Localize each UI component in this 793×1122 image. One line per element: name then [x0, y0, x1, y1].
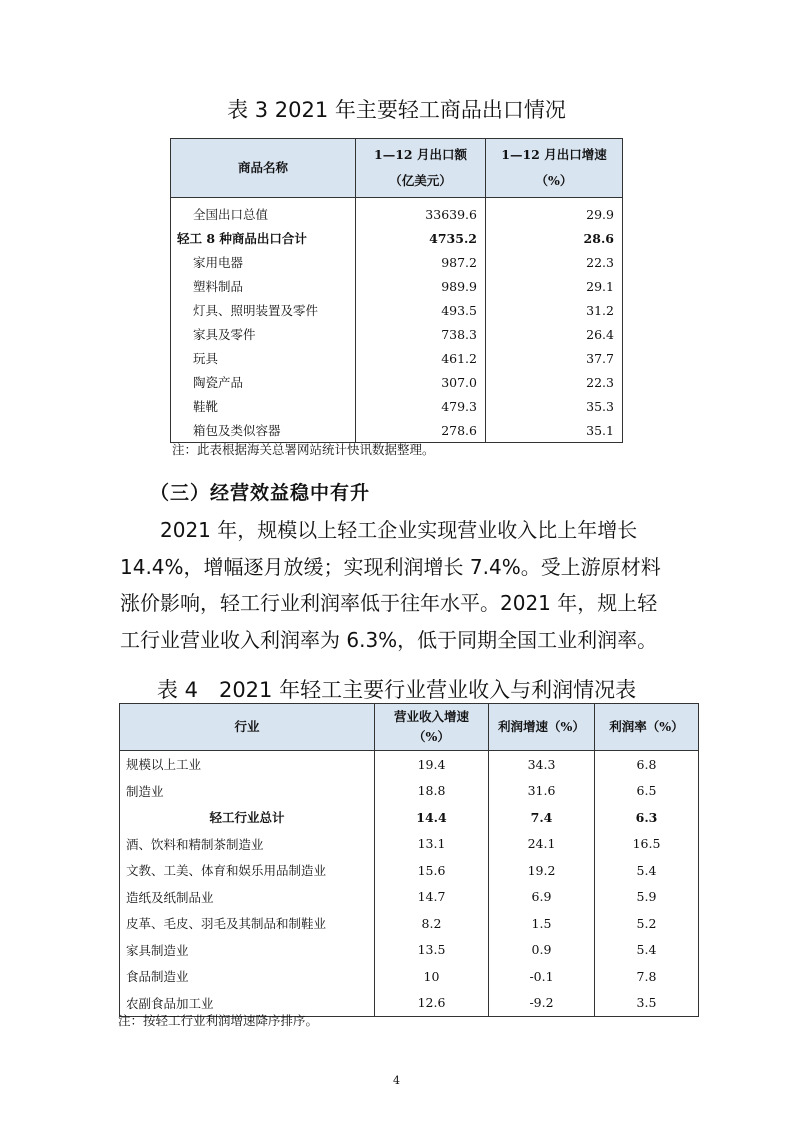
row-name: 酒、饮料和精制茶制造业	[120, 831, 375, 858]
row-rate: 6.8	[595, 751, 699, 778]
row-name: 塑料制品	[171, 274, 356, 298]
row-rate: 3.5	[595, 990, 699, 1017]
table4-header-profit-rate: 利润率（%）	[595, 704, 699, 751]
table-row	[120, 910, 699, 937]
row-revenue: 14.7	[375, 884, 489, 911]
paragraph-line: 涨价影响，轻工行业利润率低于往年水平。2021 年，规上轻	[120, 591, 658, 615]
table4-header-profit-growth: 利润增速（%）	[489, 704, 595, 751]
table3-title: 表 3 2021 年主要轻工商品出口情况	[227, 98, 566, 122]
row-name: 规模以上工业	[120, 751, 375, 778]
row-name: 家用电器	[171, 250, 356, 274]
row-revenue: 18.8	[375, 778, 489, 805]
table-row	[120, 884, 699, 911]
row-growth: 31.2	[486, 298, 623, 322]
table-row	[171, 250, 623, 274]
table-row	[171, 198, 623, 227]
row-value: 493.5	[356, 298, 486, 322]
table3	[170, 138, 623, 443]
row-profit: -9.2	[489, 990, 595, 1017]
row-value: 461.2	[356, 346, 486, 370]
row-rate: 7.8	[595, 963, 699, 990]
row-rate: 16.5	[595, 831, 699, 858]
row-value: 307.0	[356, 370, 486, 394]
table4-title: 表 4 2021 年轻工主要行业营业收入与利润情况表	[156, 678, 637, 702]
row-profit: 1.5	[489, 910, 595, 937]
row-revenue: 14.4	[375, 804, 489, 831]
row-rate: 5.9	[595, 884, 699, 911]
row-rate: 6.5	[595, 778, 699, 805]
table-row	[171, 418, 623, 443]
row-value: 33639.6	[356, 198, 486, 227]
row-growth: 35.1	[486, 418, 623, 443]
body-paragraph	[120, 512, 680, 658]
table4-header-revenue-line1: 营业收入增速	[393, 709, 469, 724]
row-name: 制造业	[120, 778, 375, 805]
table3-header-name: 商品名称	[171, 139, 356, 198]
row-profit: 24.1	[489, 831, 595, 858]
row-name: 食品制造业	[120, 963, 375, 990]
row-value: 479.3	[356, 394, 486, 418]
table-row	[171, 322, 623, 346]
row-growth: 37.7	[486, 346, 623, 370]
table-row	[120, 937, 699, 964]
table3-header-export-line2: （亿美元）	[389, 173, 452, 188]
table-row	[171, 226, 623, 250]
row-rate: 5.4	[595, 857, 699, 884]
table-row	[120, 751, 699, 778]
row-growth: 35.3	[486, 394, 623, 418]
table3-header-growth	[486, 139, 623, 198]
paragraph-line: 14.4%，增幅逐月放缓；实现利润增长 7.4%。受上游原材料	[120, 554, 661, 579]
table-row	[171, 346, 623, 370]
row-profit: 0.9	[489, 937, 595, 964]
table4-header-industry: 行业	[120, 704, 375, 751]
row-name: 全国出口总值	[171, 198, 356, 227]
row-profit: 6.9	[489, 884, 595, 911]
row-name: 造纸及纸制品业	[120, 884, 375, 911]
row-name: 农副食品加工业	[120, 990, 375, 1017]
table4-header-row	[120, 704, 699, 751]
row-value: 738.3	[356, 322, 486, 346]
row-revenue: 12.6	[375, 990, 489, 1017]
table-row	[120, 778, 699, 805]
row-value: 278.6	[356, 418, 486, 443]
table3-note: 注：此表根据海关总署网站统计快讯数据整理。	[172, 442, 435, 457]
row-name: 灯具、照明装置及零件	[171, 298, 356, 322]
row-profit: -0.1	[489, 963, 595, 990]
table-row	[120, 831, 699, 858]
row-rate: 5.4	[595, 937, 699, 964]
table-row	[120, 963, 699, 990]
row-revenue: 13.5	[375, 937, 489, 964]
table-row	[171, 394, 623, 418]
row-profit: 7.4	[489, 804, 595, 831]
table-row	[171, 274, 623, 298]
row-name: 轻工 8 种商品出口合计	[171, 226, 356, 250]
table4-note: 注：按轻工行业利润增速降序排序。	[118, 1013, 319, 1028]
row-value: 4735.2	[356, 226, 486, 250]
row-growth: 28.6	[486, 226, 623, 250]
table3-header-row	[171, 139, 623, 198]
table3-header-export-line1: 1—12 月出口额	[374, 147, 467, 162]
row-growth: 22.3	[486, 370, 623, 394]
row-revenue: 15.6	[375, 857, 489, 884]
row-value: 989.9	[356, 274, 486, 298]
row-revenue: 13.1	[375, 831, 489, 858]
paragraph-line: 工行业营业收入利润率为 6.3%，低于同期全国工业利润率。	[120, 627, 658, 652]
table-row	[120, 857, 699, 884]
row-profit: 31.6	[489, 778, 595, 805]
row-revenue: 10	[375, 963, 489, 990]
row-value: 987.2	[356, 250, 486, 274]
table3-header-export	[356, 139, 486, 198]
row-name: 文教、工美、体育和娱乐用品制造业	[120, 857, 375, 884]
row-name: 轻工行业总计	[120, 804, 375, 831]
row-rate: 5.2	[595, 910, 699, 937]
table4	[119, 703, 699, 1017]
row-rate: 6.3	[595, 804, 699, 831]
row-revenue: 8.2	[375, 910, 489, 937]
row-profit: 34.3	[489, 751, 595, 778]
row-profit: 19.2	[489, 857, 595, 884]
paragraph-line: 2021 年，规模以上轻工企业实现营业收入比上年增长	[120, 518, 638, 542]
row-name: 皮革、毛皮、羽毛及其制品和制鞋业	[120, 910, 375, 937]
table4-header-revenue-line2: （%）	[413, 729, 450, 744]
row-growth: 26.4	[486, 322, 623, 346]
row-name: 鞋靴	[171, 394, 356, 418]
row-growth: 29.1	[486, 274, 623, 298]
row-name: 玩具	[171, 346, 356, 370]
row-name: 箱包及类似容器	[171, 418, 356, 443]
table-row	[171, 298, 623, 322]
table-row	[120, 804, 699, 831]
row-name: 陶瓷产品	[171, 370, 356, 394]
table-row	[171, 370, 623, 394]
table3-header-growth-line2: （%）	[535, 173, 573, 188]
row-growth: 22.3	[486, 250, 623, 274]
table3-header-growth-line1: 1—12 月出口增速	[501, 147, 607, 162]
row-name: 家具及零件	[171, 322, 356, 346]
section-heading: （三）经营效益稳中有升	[150, 482, 371, 504]
row-growth: 29.9	[486, 198, 623, 227]
page-number: 4	[393, 1074, 400, 1087]
table4-header-revenue	[375, 704, 489, 751]
row-revenue: 19.4	[375, 751, 489, 778]
row-name: 家具制造业	[120, 937, 375, 964]
